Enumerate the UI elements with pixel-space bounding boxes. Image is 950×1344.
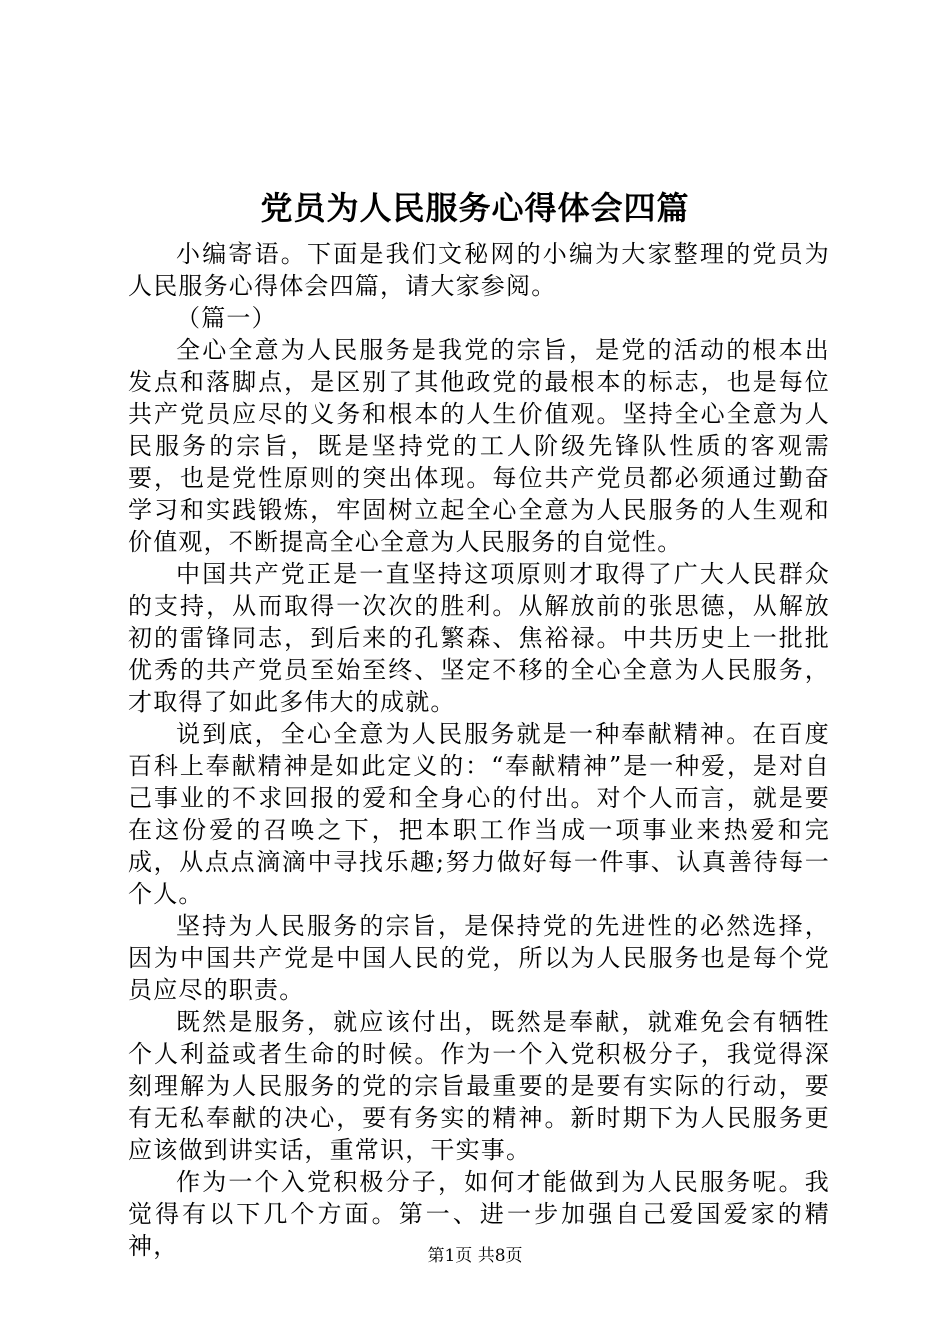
page-footer: 第1页 共8页 xyxy=(427,1246,523,1266)
body-paragraph-3: 说到底，全心全意为人民服务就是一种奉献精神。在百度百科上奉献精神是如此定义的：“奉献精神”是一种爱，是对自己事业的不求回报的爱和全身心的付出。对个人而言，就是要在这份爱的召唤之下，把本职工作当成一项事业来热爱和完成，从点点滴滴中寻找乐趣;努力做好每一件事、认真善待每一个人。 xyxy=(128,720,830,908)
document-body xyxy=(128,238,830,1262)
section-label: （篇一） xyxy=(176,304,277,332)
body-paragraph-4: 坚持为人民服务的宗旨，是保持党的先进性的必然选择，因为中国共产党是中国人民的党，所以为人民服务也是每个党员应尽的职责。 xyxy=(128,912,830,1004)
intro-paragraph: 小编寄语。下面是我们文秘网的小编为大家整理的党员为人民服务心得体会四篇，请大家参阅。 xyxy=(128,240,830,300)
body-paragraph-6: 作为一个入党积极分子，如何才能做到为人民服务呢。我觉得有以下几个方面。第一、进一步加强自己爱国爱家的精神， xyxy=(128,1168,830,1260)
body-paragraph-2: 中国共产党正是一直坚持这项原则才取得了广大人民群众的支持，从而取得一次次的胜利。从解放前的张思德，从解放初的雷锋同志，到后来的孔繁森、焦裕禄。中共历史上一批批优秀的共产党员至始至终、坚定不移的全心全意为人民服务，才取得了如此多伟大的成就。 xyxy=(128,560,830,716)
body-paragraph-5: 既然是服务，就应该付出，既然是奉献，就难免会有牺牲个人利益或者生命的时候。作为一个入党积极分子，我觉得深刻理解为人民服务的党的宗旨最重要的是要有实际的行动，要有无私奉献的决心，要有务实的精神。新时期下为人民服务更应该做到讲实话，重常识，干实事。 xyxy=(128,1008,830,1164)
document-title: 党员为人民服务心得体会四篇 xyxy=(260,189,690,227)
body-paragraph-1: 全心全意为人民服务是我党的宗旨，是党的活动的根本出发点和落脚点，是区别了其他政党的最根本的标志，也是每位共产党员应尽的义务和根本的人生价值观。坚持全心全意为人民服务的宗旨，既是坚持党的工人阶级先锋队性质的客观需要，也是党性原则的突出体现。每位共产党员都必须通过勤奋学习和实践锻炼，牢固树立起全心全意为人民服务的人生观和价值观，不断提高全心全意为人民服务的自觉性。 xyxy=(128,336,830,556)
